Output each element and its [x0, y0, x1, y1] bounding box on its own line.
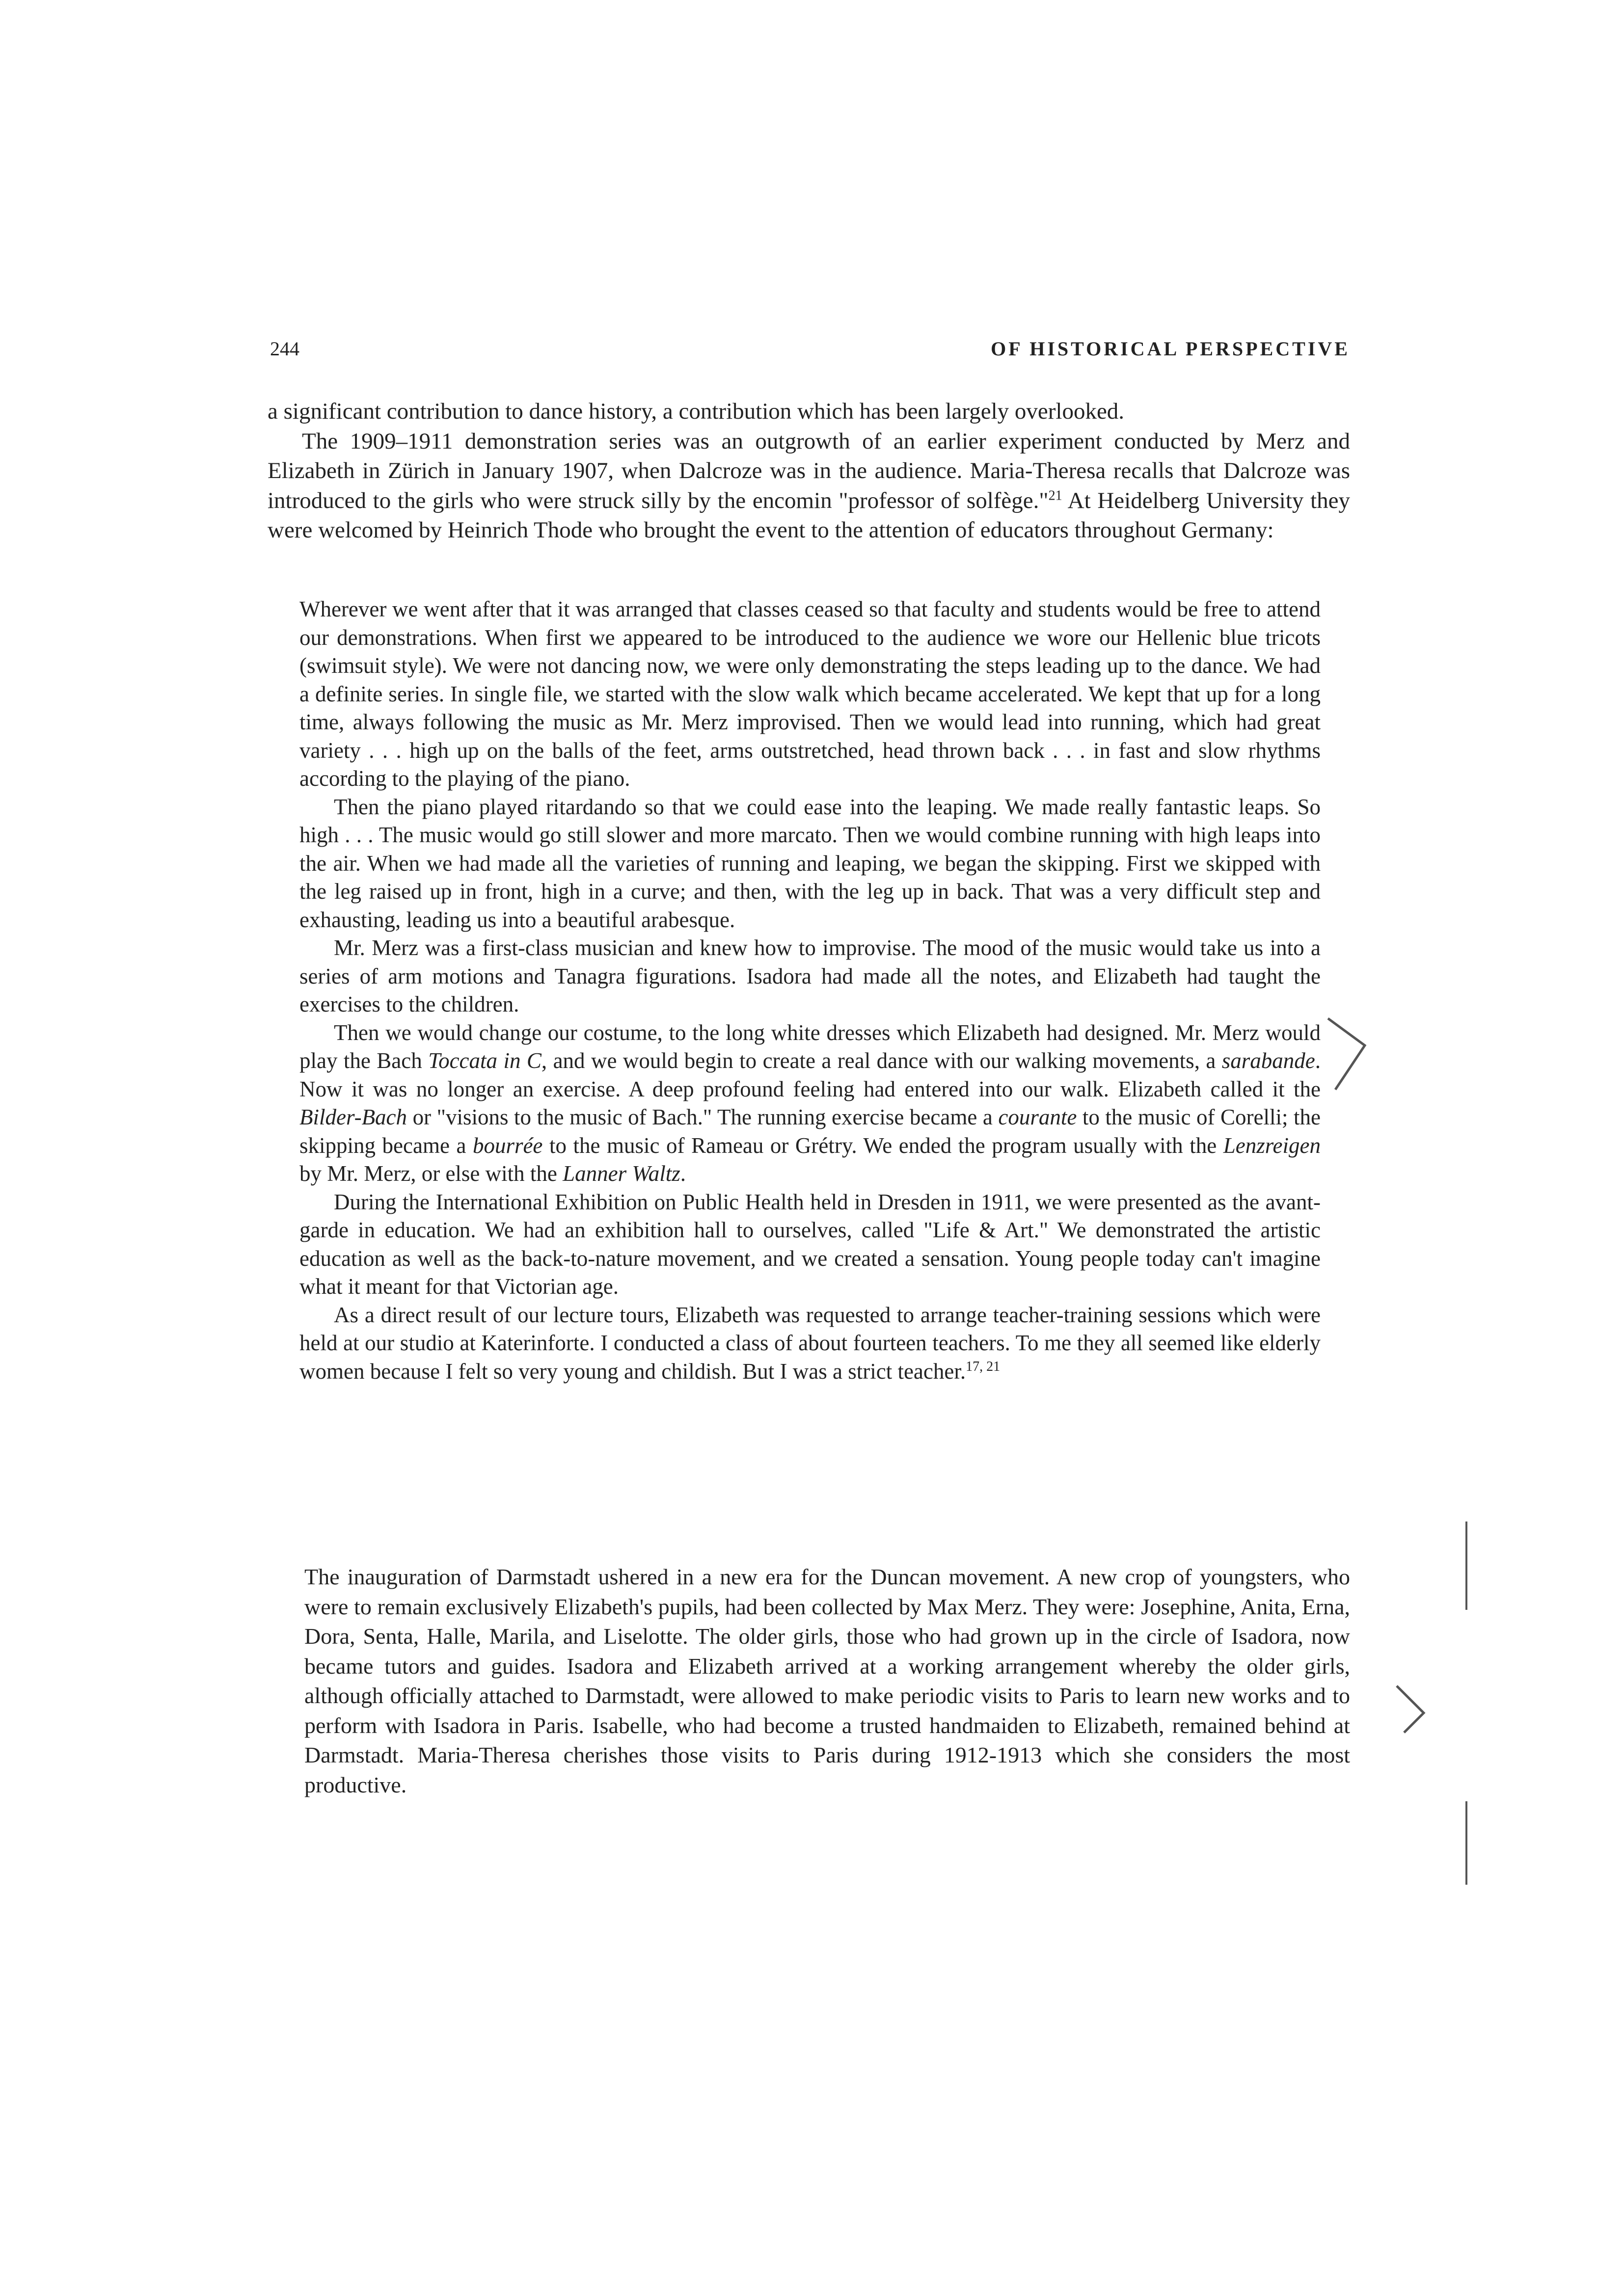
footnote-ref: 17, 21	[966, 1359, 1001, 1374]
quote-paragraph: Wherever we went after that it was arranged that classes ceased so that faculty and students would be free to attend our demonstrations. When first we appeared to be introduced to the audience we wore our Hellenic blue tricots (swimsuit style). We were not dancing now, we were only demonstrating the steps leading up to the dance. We had a definite series. In single file, we started with the slow walk which became accelerated. We kept that up for a long time, always following the music as Mr. Merz improvised. Then we would lead into running, which had great variety . . . high up on the balls of the feet, arms outstretched, head thrown back . . . in fast and slow rhythms according to the playing of the piano.	[299, 597, 1321, 791]
closing-paragraphs	[304, 1562, 1350, 1800]
margin-vertical-line	[1464, 1522, 1469, 1885]
paragraph-continuation: a significant contribution to dance history, a contribution which has been largely overlooked.	[268, 399, 1125, 424]
page-number: 244	[270, 338, 299, 360]
paragraph-demonstration-series: The 1909–1911 demonstration series was an outgrowth of an earlier experiment conducted by Merz and Elizabeth in Zürich in January 1907, when Dalcroze was in the audience. Maria-Theresa recalls that Dalcroze was introduced to the girls who were struck silly by the encomin "professor of solfège."$^{21}$ At Heidelberg University they were welcomed by Heinrich Thode who brought the event to the attention of educators throughout Germany:	[268, 428, 1350, 543]
quote-paragraph: Mr. Merz was a first-class musician and knew how to improvise. The mood of the music would take us into a series of arm motions and Tanagra figurations. Isadora had made all the notes, and Elizabeth had taught the exercises to the children.	[299, 935, 1321, 1016]
block-quote	[299, 595, 1321, 1386]
quote-paragraph: Then we would change our costume, to the long white dresses which Elizabeth had designed. Mr. Merz would play the Bach Toccata in C, and we would begin to create a real dance with our walking movements, a sarabande. Now it was no longer an exercise. A deep profound feeling had entered into our walk. Elizabeth called it the Bilder-Bach or "visions to the music of Bach." The running exercise became a courante to the music of Corelli; the skipping became a bourrée to the music of Rameau or Grétry. We ended the program usually with the Lenzreigen by Mr. Merz, or else with the Lanner Waltz.	[299, 1020, 1321, 1186]
intro-paragraphs	[268, 397, 1350, 545]
running-head: OF HISTORICAL PERSPECTIVE	[991, 338, 1350, 360]
quote-paragraph: Then the piano played ritardando so that we could ease into the leaping. We made really fantastic leaps. So high . . . The music would go still slower and more marcato. Then we would combine running with high leaps into the air. When we had made all the varieties of running and leaping, we began the skipping. First we skipped with the leg raised up in front, high in a curve; and then, with the leg up in back. That was a very difficult step and exhausting, leading us into a beautiful arabesque.	[299, 794, 1321, 932]
footnote-ref: 21	[1048, 487, 1062, 503]
margin-bracket-mark	[1326, 1016, 1370, 1095]
margin-check-mark	[1394, 1683, 1434, 1742]
quote-paragraph: As a direct result of our lecture tours, Elizabeth was requested to arrange teacher-training sessions which were held at our studio at Katerinforte. I conducted a class of about fourteen teachers. To me they all seemed like elderly women because I felt so very young and childish. But I was a strict teacher.$^{17, 21}$	[299, 1302, 1321, 1384]
page-header	[270, 331, 1350, 361]
paragraph-darmstadt: The inauguration of Darmstadt ushered in a new era for the Duncan movement. A new crop of youngsters, who were to remain exclusively Elizabeth's pupils, had been collected by Max Merz. They were: Josephine, Anita, Erna, Dora, Senta, Halle, Marila, and Liselotte. The older girls, those who had grown up in the circle of Isadora, now became tutors and guides. Isadora and Elizabeth arrived at a working arrangement whereby the older girls, although officially attached to Darmstadt, were allowed to make periodic visits to Paris to learn new works and to perform with Isadora in Paris. Isabelle, who had become a trusted handmaiden to Elizabeth, remained behind at Darmstadt. Maria-Theresa cherishes those visits to Paris during 1912-1913 which she considers the most productive.	[304, 1564, 1350, 1797]
quote-paragraph: During the International Exhibition on Public Health held in Dresden in 1911, we were presented as the avant-garde in education. We had an exhibition hall to ourselves, called "Life & Art." We demonstrated the artistic education as well as the back-to-nature movement, and we created a sensation. Young people today can't imagine what it meant for that Victorian age.	[299, 1189, 1321, 1299]
